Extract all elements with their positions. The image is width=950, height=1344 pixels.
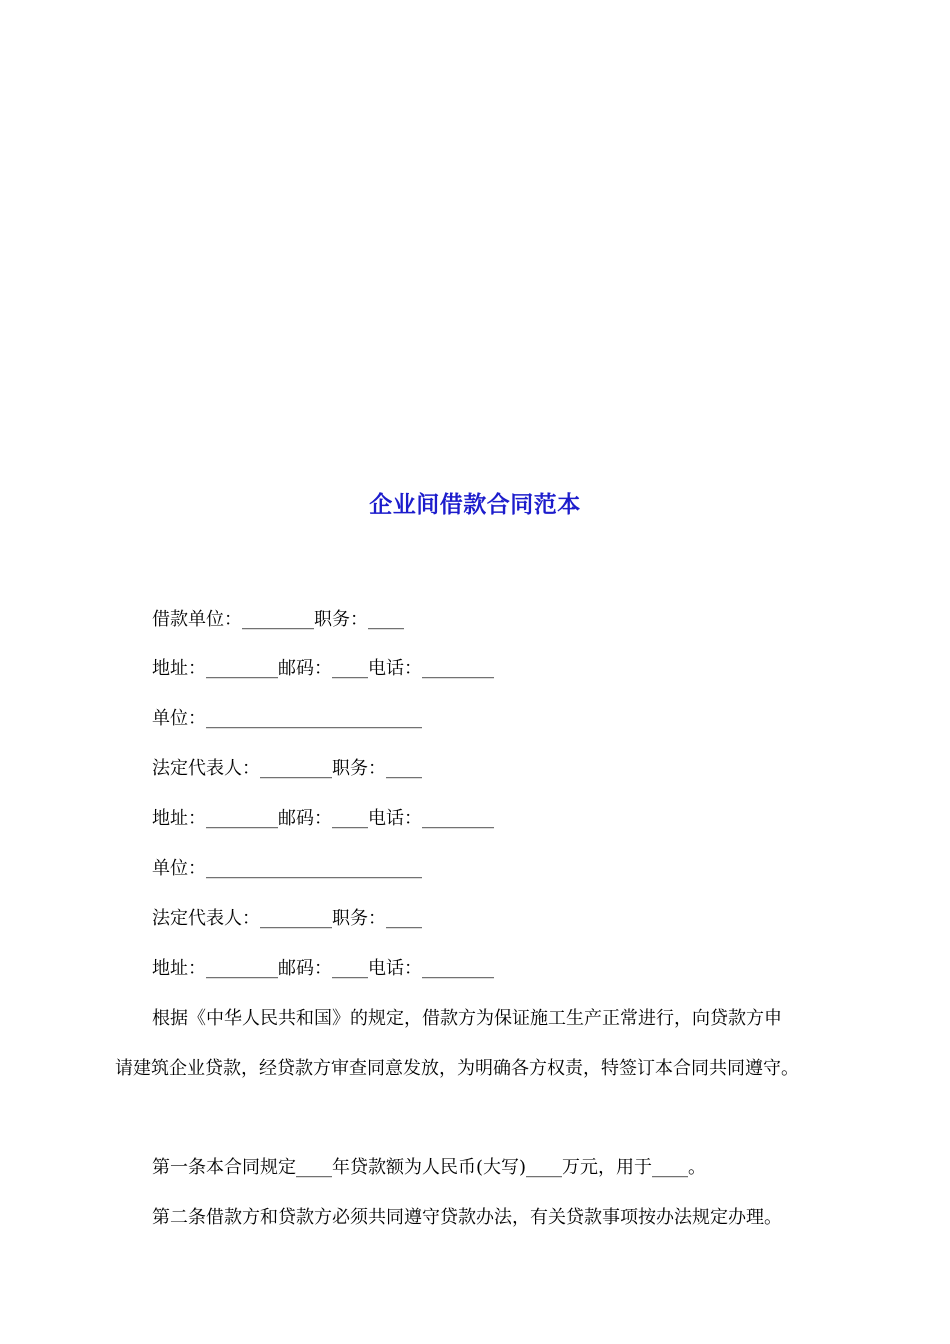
- article-2: 第二条借款方和贷款方必须共同遵守贷款办法，有关贷款事项按办法规定办理。: [152, 1207, 782, 1228]
- field-legal-representative: 法定代表人：________职务：____: [152, 908, 422, 929]
- field-address: 地址：________邮码：____电话：________: [152, 958, 494, 979]
- field-address: 地址：________邮码：____电话：________: [152, 808, 494, 829]
- field-legal-representative: 法定代表人：________职务：____: [152, 758, 422, 779]
- field-borrower-unit: 借款单位：________职务：____: [152, 609, 404, 630]
- document-title: 企业间借款合同范本: [369, 491, 581, 518]
- article-1: 第一条本合同规定____年贷款额为人民币(大写)____万元，用于____。: [152, 1157, 707, 1178]
- paragraph-line: 根据《中华人民共和国》的规定，借款方为保证施工生产正常进行，向贷款方申: [152, 1008, 782, 1029]
- field-unit: 单位：________________________: [152, 708, 422, 729]
- field-address: 地址：________邮码：____电话：________: [152, 658, 494, 679]
- paragraph-line: 请建筑企业贷款，经贷款方审查同意发放，为明确各方权责，特签订本合同共同遵守。: [115, 1058, 799, 1079]
- field-unit: 单位：________________________: [152, 858, 422, 879]
